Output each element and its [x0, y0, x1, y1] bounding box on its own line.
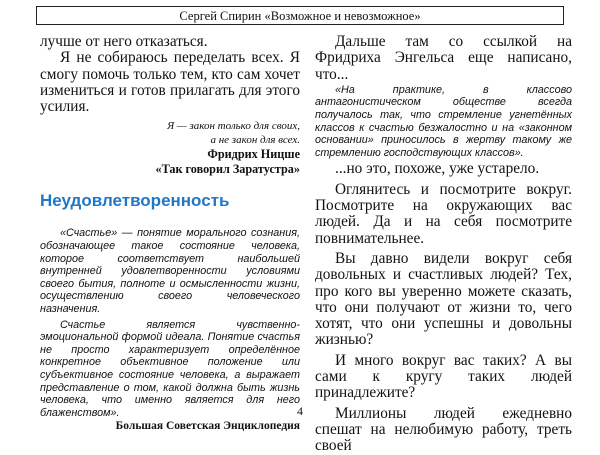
right-paragraph-6: Миллионы людей ежедневно спешат на нелюбимую работу, треть своей: [315, 404, 572, 455]
page-header: [36, 6, 564, 25]
left-column: [40, 34, 300, 433]
epigraph-source: «Так говорил Заратустра»: [155, 162, 300, 177]
right-paragraph-4: Вы давно видели вокруг себя довольных и счастливых людей? Тех, про кого вы уверенно можете сказать, что они получают от жизни то, чего хотят, что они успешны и довольны жизнью?: [315, 249, 572, 349]
section-heading: Неудовлетворенность: [40, 191, 230, 211]
right-paragraph-5: И много вокруг вас таких? А вы сами к кругу таких людей принадлежите?: [315, 351, 572, 402]
engels-quote: «На практике, в классово антагонистическом обществе всегда получалось так, что стремление угнетённых классов к счастью безжалостно и на «законном основании» приносилось в жертву такому же стремлению господствующих классов».: [315, 83, 572, 159]
epigraph-line-2: а не закон для всех.: [210, 133, 300, 146]
quote-source: Большая Советская Энциклопедия: [115, 420, 300, 433]
quote-happiness-definition: «Счастье» — понятие морального сознания, обозначающее такое состояние человека, которое соответствует наибольшей внутренней удовлетворенности условиями своего бытия, полноте и осмысленности жизни, осуществлению своего человеческого назначения.: [40, 227, 300, 316]
left-paragraph-1: лучше от него отказаться.: [40, 33, 208, 50]
left-paragraph-2: Я не собираюсь переделать всех. Я смогу помочь только тем, кто сам хочет измениться и готов прилагать для этого усилия.: [40, 49, 300, 116]
epigraph-author: Фридрих Ницше: [207, 147, 300, 162]
quote-happiness-ideal: Счастье является чувственно-эмоциональной формой идеала. Понятие счастья не просто характеризует определённое конкретное объективное положение или субъективное состояние человека, а выражает представление о том, какой должна быть жизнь человека, что именно является для него блаженством».: [40, 318, 300, 419]
right-column: [315, 34, 572, 455]
header-title: Сергей Спирин «Возможное и невозможное»: [179, 9, 421, 23]
right-paragraph-3: Оглянитесь и посмотрите вокруг. Посмотрите на окружающих вас людей. Да и на себя посмотрите повнимательнее.: [315, 180, 572, 247]
page-number: 4: [297, 404, 303, 418]
right-paragraph-2: ...но это, похоже, уже устарело.: [335, 160, 540, 178]
right-paragraph-1: Дальше там со ссылкой на Фридриха Энгельса еще написано, что...: [315, 33, 572, 83]
epigraph-line-1: Я — закон только для своих,: [166, 120, 300, 133]
